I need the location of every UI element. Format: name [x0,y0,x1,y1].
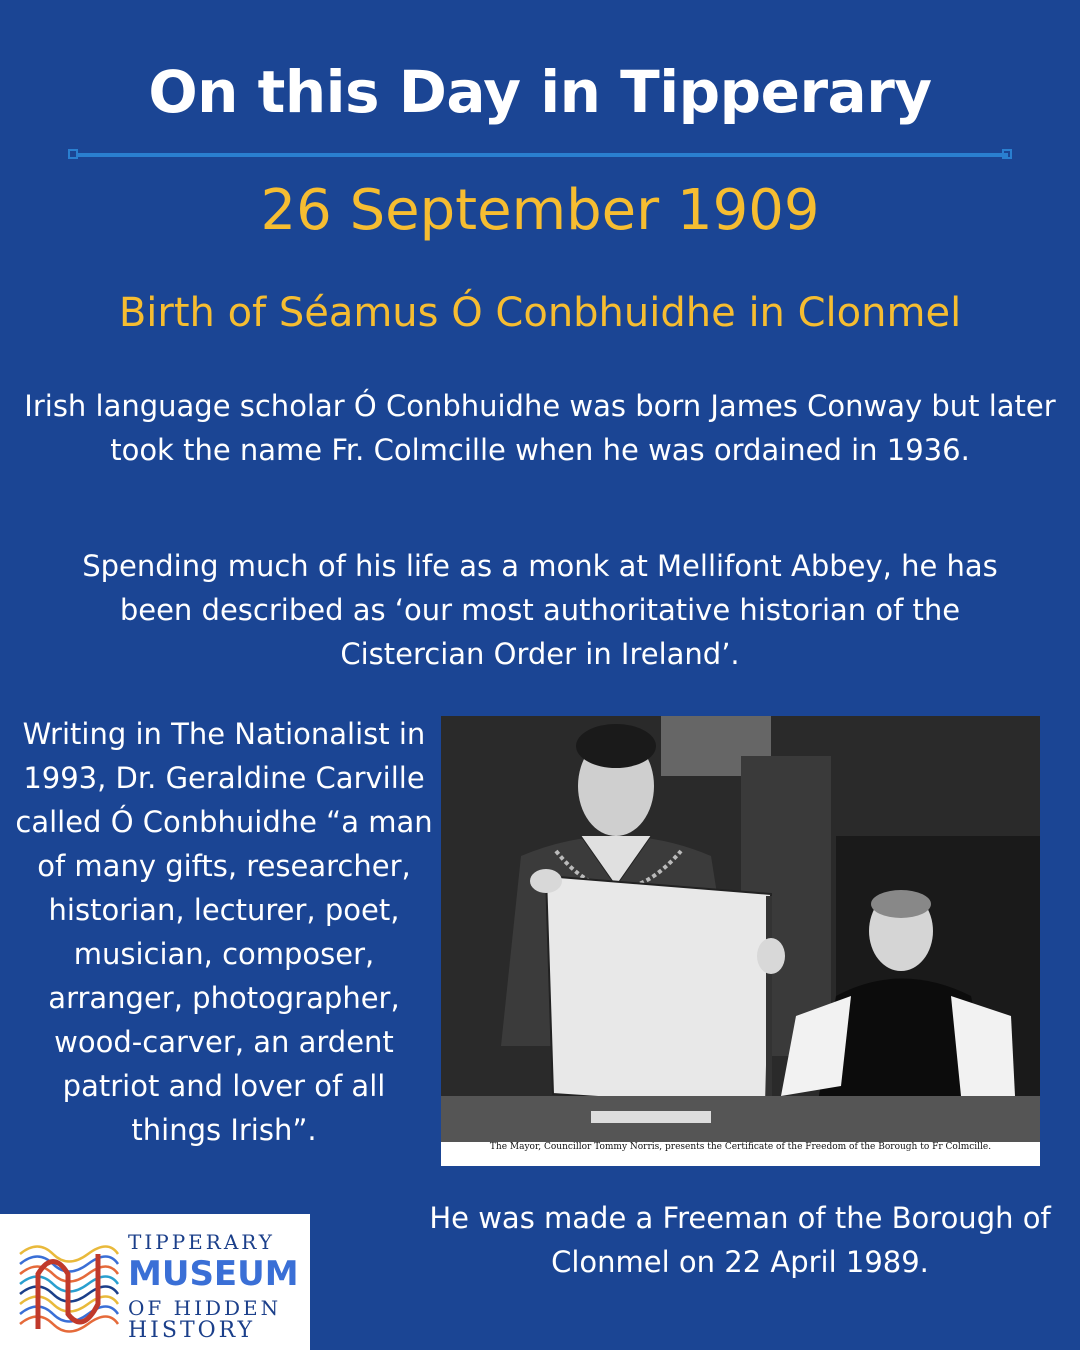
newspaper-photo [441,716,1040,1166]
logo-word-history: HISTORY [128,1318,256,1343]
divider-right-end [1002,149,1012,159]
photo-caption: The Mayor, Councillor Tommy Norris, presents the Certificate of the Freedom of the Borough to Fr Colmcille. [489,1142,992,1152]
museum-logo [0,1214,310,1350]
event-date: 26 September 1909 [260,178,820,243]
paragraph-intro: Irish language scholar Ó Conbhuidhe was born James Conway but later took the name Fr. Colmcille when he was ordained in 1936. [24,389,1056,467]
event-subtitle: Birth of Séamus Ó Conbhuidhe in Clonmel [118,290,962,336]
wave-logo-icon [18,1234,120,1334]
title-divider [76,153,1008,157]
paragraph-mellifont: Spending much of his life as a monk at Mellifont Abbey, he has been described as ‘our most authoritative historian of the Cistercian Order in Ireland’. [82,549,998,671]
paragraph-freeman: He was made a Freeman of the Borough of Clonmel on 22 April 1989. [429,1201,1051,1279]
logo-word-museum: MUSEUM [128,1254,299,1294]
photo-image [441,716,1040,1142]
logo-word-of-hidden: OF HIDDEN [128,1296,282,1320]
logo-word-tipperary: TIPPERARY [128,1230,275,1254]
paragraph-quote: Writing in The Nationalist in 1993, Dr. Geraldine Carville called Ó Conbhuidhe “a man of many gifts, researcher, historian, lecturer, poet, musician, composer, arranger, photographer, wood-carver, an ardent patriot and lover of all things Irish”. [15,717,433,1147]
page-title: On this Day in Tipperary [148,58,932,126]
